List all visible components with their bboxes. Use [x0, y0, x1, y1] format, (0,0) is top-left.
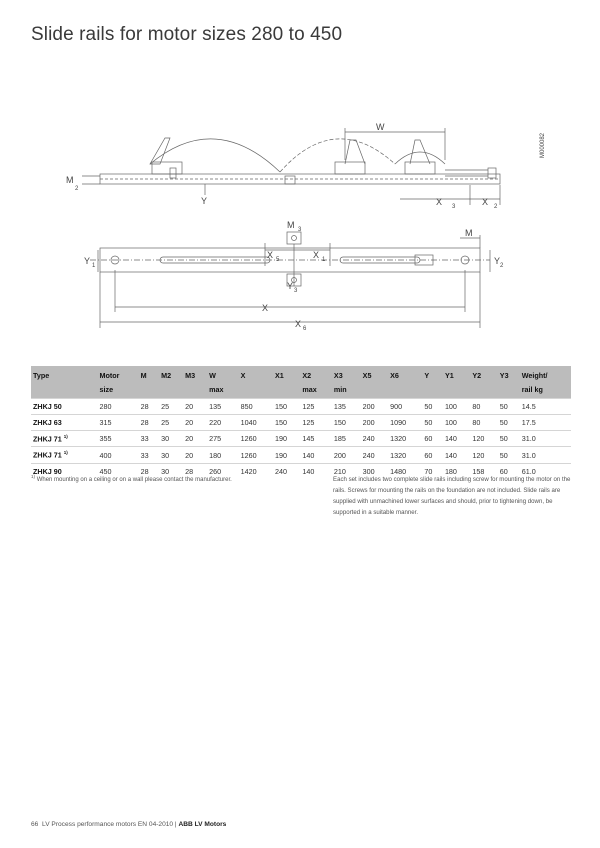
table-cell: 200 — [332, 447, 361, 463]
table-cell: 50 — [422, 415, 443, 431]
col-header: Y1 — [443, 366, 470, 382]
footer-text: LV Process performance motors EN 04-2010 | — [42, 821, 177, 828]
supply-note: Each set includes two complete slide rails including screw for mounting the motor on the rails. Screws for mounting the rails on the foundation are not included. Slide rails are supplied with unmachined lower surfaces and should, prior to tightening down, be supported in a suitable manner. — [333, 476, 571, 516]
dim-x3-sub: 3 — [452, 204, 456, 210]
col-header: X5 — [361, 366, 388, 382]
col-header: Y — [422, 366, 443, 382]
col-subheader — [498, 382, 520, 399]
table-cell: 31.0 — [520, 431, 571, 447]
table-row — [31, 415, 571, 431]
table-cell: 28 — [139, 463, 160, 479]
table-cell: 135 — [207, 399, 239, 415]
col-subheader — [31, 382, 97, 399]
table-cell: 158 — [470, 463, 497, 479]
table-cell: 20 — [183, 399, 207, 415]
dim-y3-sub: 3 — [294, 288, 298, 294]
col-header: M3 — [183, 366, 207, 382]
dimension-table — [31, 366, 571, 479]
table-cell: 14.5 — [520, 399, 571, 415]
table-cell: 240 — [273, 463, 300, 479]
col-header: X — [239, 366, 273, 382]
footnote-ref: 1) — [63, 450, 68, 456]
col-subheader — [388, 382, 422, 399]
table-cell: 1260 — [239, 447, 273, 463]
table-cell: 260 — [207, 463, 239, 479]
table-cell: 1320 — [388, 431, 422, 447]
dim-x1-label: X — [313, 250, 320, 260]
col-subheader: min — [332, 382, 361, 399]
table-cell: 20 — [183, 447, 207, 463]
table-cell: 150 — [332, 415, 361, 431]
col-subheader: max — [207, 382, 239, 399]
table-cell: 180 — [207, 447, 239, 463]
table-cell: 120 — [470, 431, 497, 447]
col-subheader: rail kg — [520, 382, 571, 399]
table-cell: 50 — [498, 399, 520, 415]
dim-y2-label: Y — [494, 256, 501, 266]
table-cell: 125 — [300, 399, 332, 415]
dim-x1-sub: 1 — [322, 257, 326, 263]
table-cell: 185 — [332, 431, 361, 447]
dim-w-label: W — [376, 122, 385, 132]
table-row — [31, 431, 571, 447]
dim-m-label: M — [465, 228, 473, 238]
dim-y-label: Y — [201, 196, 208, 206]
table-cell: 30 — [159, 463, 183, 479]
table-cell: 150 — [273, 399, 300, 415]
col-header: M — [139, 366, 160, 382]
table-cell: 100 — [443, 415, 470, 431]
table-cell: 1090 — [388, 415, 422, 431]
type-name: ZHKJ 71 — [33, 450, 62, 460]
table-cell: 280 — [97, 399, 138, 415]
table-cell: 220 — [207, 415, 239, 431]
table-cell: 200 — [361, 415, 388, 431]
table-cell: 180 — [443, 463, 470, 479]
col-header: X6 — [388, 366, 422, 382]
dim-y1-sub: 1 — [92, 263, 96, 269]
table-cell: 31.0 — [520, 447, 571, 463]
dim-m3-label: M — [287, 220, 295, 230]
col-header: W — [207, 366, 239, 382]
footnote — [31, 474, 311, 483]
table-cell: 50 — [498, 415, 520, 431]
table-cell: 61.0 — [520, 463, 571, 479]
page-title: Slide rails for motor sizes 280 to 450 — [31, 24, 343, 45]
table-cell: 30 — [159, 431, 183, 447]
table-cell: 125 — [300, 415, 332, 431]
table-cell: 275 — [207, 431, 239, 447]
table-cell: 1320 — [388, 447, 422, 463]
table-cell: 28 — [183, 463, 207, 479]
table-cell: 28 — [139, 399, 160, 415]
table-cell: 60 — [498, 463, 520, 479]
table-cell: 80 — [470, 415, 497, 431]
table-cell: 50 — [422, 399, 443, 415]
table-cell: 50 — [498, 447, 520, 463]
type-name: ZHKJ 63 — [33, 418, 62, 427]
col-header: Y3 — [498, 366, 520, 382]
col-header: Y2 — [470, 366, 497, 382]
col-header: X1 — [273, 366, 300, 382]
col-header: X3 — [332, 366, 361, 382]
col-subheader — [422, 382, 443, 399]
type-cell — [31, 415, 97, 431]
table-header-row — [31, 366, 571, 382]
table-cell: 850 — [239, 399, 273, 415]
type-cell — [31, 431, 97, 447]
table-cell: 140 — [300, 463, 332, 479]
table-subheader-row — [31, 382, 571, 399]
col-subheader — [239, 382, 273, 399]
col-subheader — [470, 382, 497, 399]
dim-y2-sub: 2 — [500, 263, 504, 269]
table-cell: 28 — [139, 415, 160, 431]
dim-x5-sub: 5 — [276, 257, 280, 263]
table-cell: 1260 — [239, 431, 273, 447]
footnote-marker: 1) — [31, 474, 36, 479]
dim-x2-sub: 2 — [494, 204, 498, 210]
col-header: Weight/ — [520, 366, 571, 382]
col-subheader — [139, 382, 160, 399]
type-name: ZHKJ 50 — [33, 402, 62, 411]
dim-x-label: X — [262, 303, 269, 313]
table-cell: 70 — [422, 463, 443, 479]
col-header: X2 — [300, 366, 332, 382]
table-cell: 120 — [470, 447, 497, 463]
dim-x2-label: X — [482, 197, 489, 207]
table-cell: 25 — [159, 415, 183, 431]
footnote-ref: 1) — [63, 434, 68, 439]
table-cell: 140 — [443, 447, 470, 463]
slide-rail-drawing — [0, 0, 600, 350]
table-cell: 300 — [361, 463, 388, 479]
table-cell: 210 — [332, 463, 361, 479]
dim-y1-label: Y — [84, 256, 91, 266]
table-cell: 30 — [159, 447, 183, 463]
table-cell: 1480 — [388, 463, 422, 479]
table-cell: 450 — [97, 463, 138, 479]
col-subheader: size — [97, 382, 138, 399]
table-cell: 315 — [97, 415, 138, 431]
table-cell: 33 — [139, 431, 160, 447]
table-cell: 190 — [273, 431, 300, 447]
col-header: M2 — [159, 366, 183, 382]
footer-brand: ABB LV Motors — [178, 821, 227, 828]
table-cell: 240 — [361, 431, 388, 447]
type-cell — [31, 399, 97, 415]
col-subheader — [361, 382, 388, 399]
col-subheader — [159, 382, 183, 399]
col-subheader — [273, 382, 300, 399]
dim-m2-label: M — [66, 175, 74, 185]
col-header: Type — [31, 366, 97, 382]
type-cell — [31, 447, 97, 463]
table-cell: 17.5 — [520, 415, 571, 431]
table-cell: 200 — [361, 399, 388, 415]
table-cell: 135 — [332, 399, 361, 415]
table-cell: 140 — [443, 431, 470, 447]
type-name: ZHKJ 90 — [33, 466, 62, 476]
table-cell: 145 — [300, 431, 332, 447]
table-cell: 25 — [159, 399, 183, 415]
table-cell: 100 — [443, 399, 470, 415]
dim-y3-label: Y — [287, 281, 294, 291]
table-cell: 150 — [273, 415, 300, 431]
table-cell: 20 — [183, 431, 207, 447]
footnote-text: When mounting on a ceiling or on a wall please contact the manufacturer. — [36, 477, 232, 483]
col-subheader — [183, 382, 207, 399]
drawing-id: M000082 — [540, 132, 546, 158]
page-number: 66 — [31, 821, 39, 828]
dim-m2-sub: 2 — [75, 186, 79, 192]
dim-x6-label: X — [295, 319, 302, 329]
table-cell: 355 — [97, 431, 138, 447]
dim-x3-label: X — [436, 197, 443, 207]
dim-m3-sub: 3 — [298, 227, 302, 233]
dim-x6-sub: 6 — [303, 326, 307, 332]
table-cell: 240 — [361, 447, 388, 463]
col-subheader: max — [300, 382, 332, 399]
table-cell: 50 — [498, 431, 520, 447]
table-row — [31, 447, 571, 463]
table-cell: 20 — [183, 415, 207, 431]
page-footer — [31, 821, 226, 828]
table-cell: 60 — [422, 447, 443, 463]
dim-x5-label: X — [267, 250, 274, 260]
table-cell: 1040 — [239, 415, 273, 431]
table-cell: 190 — [273, 447, 300, 463]
table-row — [31, 399, 571, 415]
table-cell: 60 — [422, 431, 443, 447]
type-name: ZHKJ 71 — [33, 434, 62, 444]
table-cell: 400 — [97, 447, 138, 463]
table-cell: 140 — [300, 447, 332, 463]
table-cell: 80 — [470, 399, 497, 415]
col-header: Motor — [97, 366, 138, 382]
table-cell: 33 — [139, 447, 160, 463]
table-cell: 1420 — [239, 463, 273, 479]
table-cell: 900 — [388, 399, 422, 415]
col-subheader — [443, 382, 470, 399]
